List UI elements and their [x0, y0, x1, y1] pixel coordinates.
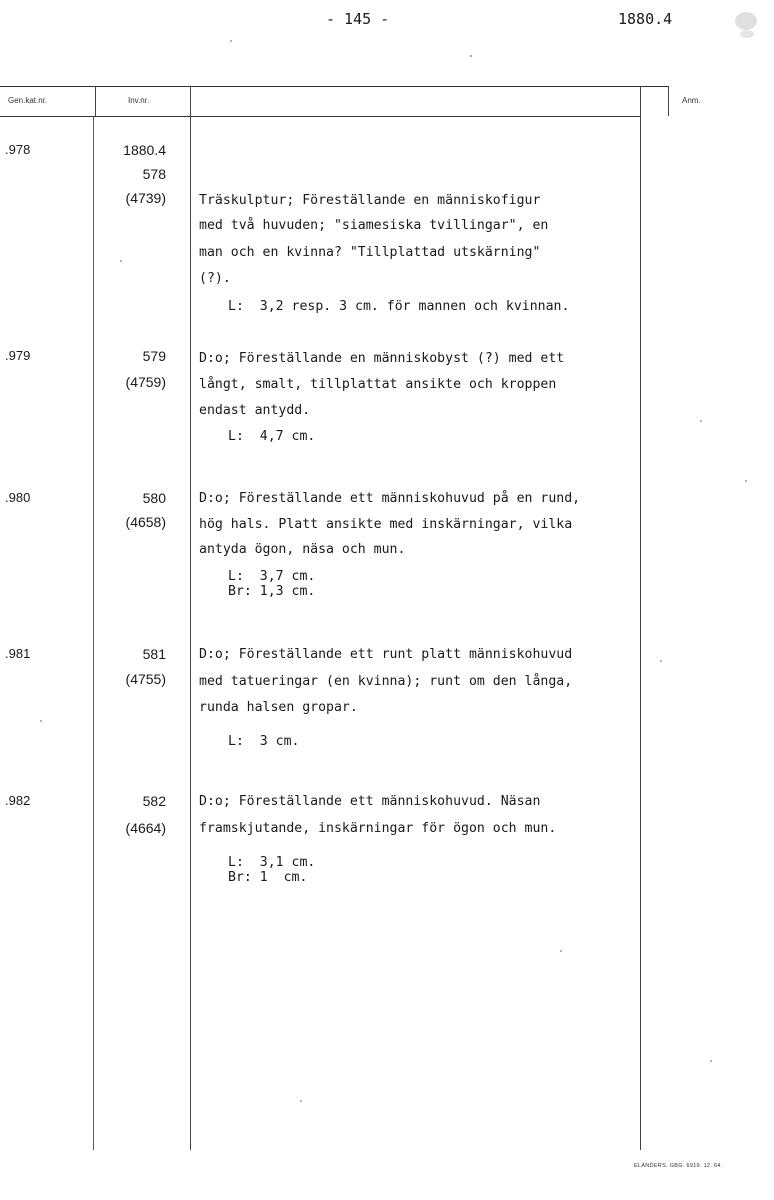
- entry-979-inv-nr: 579: [142, 348, 166, 364]
- header-bottom-rule: [0, 116, 640, 117]
- entry-979-text-line: D:o; Föreställande en människobyst (?) med ett: [199, 351, 565, 366]
- entry-981-inv-old-nr: (4755): [125, 671, 166, 687]
- scan-speck: [745, 480, 747, 482]
- scan-speck: [710, 1060, 712, 1062]
- scan-speck: [470, 55, 472, 57]
- header-top-rule: [0, 86, 668, 87]
- scan-speck: [230, 40, 232, 42]
- scan-speck: [740, 30, 754, 38]
- printer-mark: ELANDERS. GBG. 6919. 12. 64.: [634, 1163, 723, 1169]
- scan-speck: [700, 420, 702, 422]
- entry-980-cat-nr: .980: [5, 490, 31, 505]
- entry-979-cat-nr: .979: [5, 348, 31, 363]
- entry-979-inv-old-nr: (4759): [125, 374, 166, 390]
- entry-979-measure: L: 4,7 cm.: [228, 429, 316, 444]
- scan-speck: [660, 660, 662, 662]
- column-divider-left: [93, 116, 94, 1150]
- entry-982-measure: Br: 1 cm.: [228, 870, 308, 885]
- scan-speck: [560, 950, 562, 952]
- entry-978-cat-nr: .978: [5, 142, 31, 157]
- scan-speck: [300, 1100, 302, 1102]
- column-divider-2: [190, 86, 191, 1150]
- entry-978-inv-year: 1880.4: [123, 142, 166, 158]
- entry-979-text-line: långt, smalt, tillplattat ansikte och kroppen: [199, 377, 557, 392]
- entry-980-inv-old-nr: (4658): [125, 514, 166, 530]
- entry-981-measure: L: 3 cm.: [228, 734, 300, 749]
- column-header-inv-nr: Inv.nr.: [128, 96, 150, 105]
- entry-981-text-line: runda halsen gropar.: [199, 700, 358, 715]
- column-divider-1: [95, 86, 96, 116]
- entry-978-inv-old-nr: (4739): [125, 190, 166, 206]
- entry-980-inv-nr: 580: [142, 490, 166, 506]
- year-code-header: 1880.4: [618, 10, 673, 28]
- page-number: - 145 -: [326, 10, 390, 28]
- column-header-anm: Anm.: [682, 96, 701, 105]
- scan-speck: [735, 12, 757, 30]
- entry-981-inv-nr: 581: [142, 646, 166, 662]
- entry-978-measure: L: 3,2 resp. 3 cm. för mannen och kvinnan.: [228, 299, 570, 314]
- entry-982-cat-nr: .982: [5, 793, 31, 808]
- scan-speck: [40, 720, 42, 722]
- entry-982-inv-nr: 582: [142, 793, 166, 809]
- entry-978-inv-nr: 578: [142, 166, 166, 182]
- entry-982-measure: L: 3,1 cm.: [228, 855, 316, 870]
- column-divider-4: [668, 86, 669, 116]
- entry-982-text-line: D:o; Föreställande ett människohuvud. Näsan: [199, 794, 541, 809]
- entry-978-text-line: (?).: [199, 271, 231, 286]
- entry-980-text-line: antyda ögon, näsa och mun.: [199, 542, 406, 557]
- entry-978-text-line: man och en kvinna? "Tillplattad utskärning": [199, 245, 541, 260]
- entry-978-text-line: med två huvuden; "siamesiska tvillingar", en: [199, 218, 549, 233]
- entry-982-text-line: framskjutande, inskärningar för ögon och mun.: [199, 821, 557, 836]
- entry-981-text-line: med tatueringar (en kvinna); runt om den långa,: [199, 674, 573, 689]
- entry-982-inv-old-nr: (4664): [125, 820, 166, 836]
- entry-979-text-line: endast antydd.: [199, 403, 311, 418]
- entry-980-text-line: hög hals. Platt ansikte med inskärningar, vilka: [199, 517, 573, 532]
- entry-981-cat-nr: .981: [5, 646, 31, 661]
- scan-speck: [120, 260, 122, 262]
- entry-981-text-line: D:o; Föreställande ett runt platt människohuvud: [199, 647, 573, 662]
- entry-978-text-line: Träskulptur; Föreställande en människofigur: [199, 193, 541, 208]
- column-divider-3: [640, 86, 641, 1150]
- column-header-gen-kat-nr: Gen.kat.nr.: [8, 96, 48, 105]
- entry-980-measure: Br: 1,3 cm.: [228, 584, 316, 599]
- entry-980-measure: L: 3,7 cm.: [228, 569, 316, 584]
- entry-980-text-line: D:o; Föreställande ett människohuvud på en rund,: [199, 491, 581, 506]
